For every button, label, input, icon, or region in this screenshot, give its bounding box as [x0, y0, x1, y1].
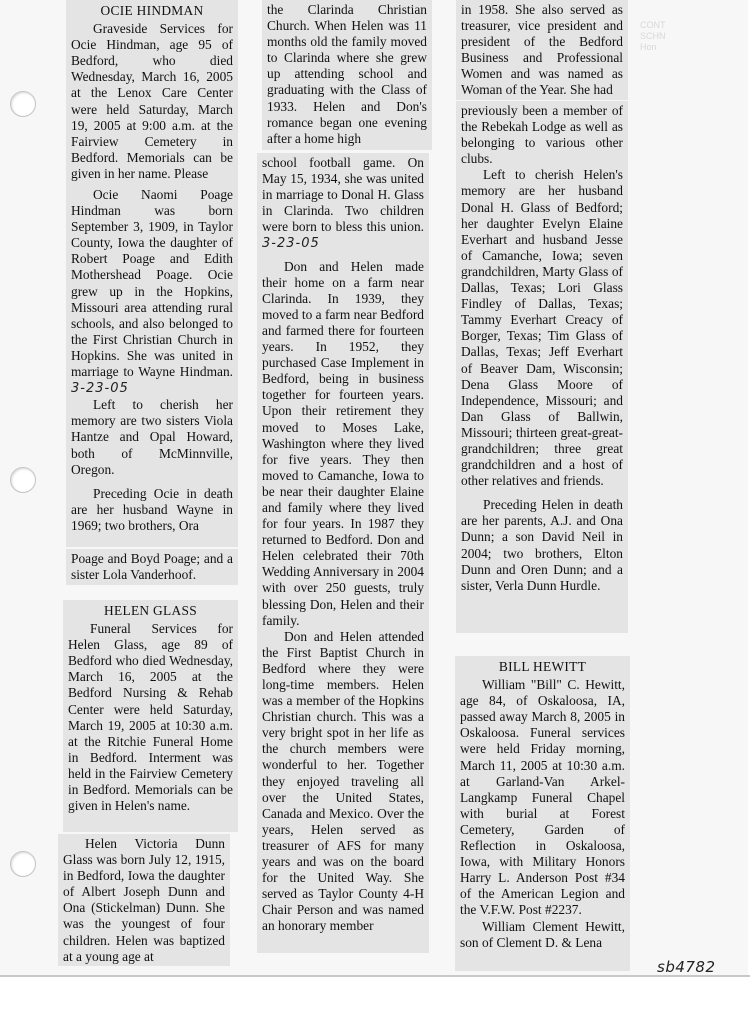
page-edge [0, 975, 750, 977]
obituary-paragraph: Don and Helen made their home on a farm near Clarinda. In 1939, they moved to a farm near Bedford and farmed there for fourteen years. In 1952, they purchased Case Implement in Bedford, being in business together for fourteen years. Upon their retirement they moved to Moses Lake, Washington where they lived for five years. They then moved to Camanche, Iowa to be near their daughter Elaine and family where they lived for four years. In 1987 they returned to Bedford. Don and Helen celebrated their 70th Wedding Anniversary in 2004 with over 250 guests, truly blessing Don, Helen and their family. [262, 258, 424, 628]
clipping-glass-6 [456, 101, 628, 633]
handwritten-date: 3-23-05 [71, 381, 129, 397]
clipping-glass-4 [257, 153, 429, 953]
obituary-paragraph: the Clarinda Christian Church. When Helen was 11 months old the family moved to Clarinda where she grew up attending school and graduating with the Class of 1933. Helen and Don's romance began one evening after a home high [267, 2, 427, 146]
obituary-text: school football game. On May 15, 1934, she was united in marriage to Donal H. Glass in Clarinda. Two children were born to bless this union. [262, 155, 424, 235]
obituary-paragraph [71, 187, 233, 397]
obituary-paragraph: Preceding Helen in death are her parents, A.J. and Ona Dunn; a son David Neil in 2004; two brothers, Elton Dunn and Oren Dunn; and a sister, Verla Dunn Hurdle. [461, 497, 623, 593]
obituary-paragraph: Poage and Boyd Poage; and a sister Lola Vanderhoof. [71, 551, 233, 583]
obituary-heading: BILL HEWITT [498, 659, 587, 674]
binder-hole-bottom [10, 851, 36, 877]
clipping-hindman-3 [66, 549, 238, 585]
obituary-paragraph: Graveside Services for Ocie Hindman, age 95 of Bedford, who died Wednesday, March 16, 2005 at the Lenox Care Center were held Saturday, March 19, 2005 at 9:00 a.m. at the Fairview Cemetery in Bedford. Memorials can be given in her name. Please [71, 21, 233, 181]
obituary-text: Ocie Naomi Poage Hindman was born September 3, 1909, in Taylor County, Iowa the daughter of Robert Poage and Edith Mothershead Poage. Ocie grew up in the Hopkins, Missouri area attending rural schools, and also belonged to the First Christian Church in Hopkins. She was united in marriage to Wayne Hindman. [71, 187, 233, 380]
handwritten-date: 3-23-05 [262, 236, 320, 252]
obituary-paragraph: William "Bill" C. Hewitt, age 84, of Oskaloosa, IA, passed away March 8, 2005 in Oskaloosa. Funeral services were held Friday morning, March 11, 2005 at 10:30 a.m. at Garland-Van Arkel-Langkamp Funeral Chapel with burial at Forest Cemetery, Garden of Reflection in Oskaloosa, Iowa, with Military Honors Harry L. Anderson Post #34 of the American Legion and the V.F.W. Post #2237. [460, 677, 625, 918]
obituary-paragraph: in 1958. She also served as treasurer, vice president and president of the Bedford Business and Professional Women and was named as Woman of the Year. She had [461, 2, 623, 98]
obituary-paragraph: Left to cherish Helen's memory are her husband Donal H. Glass of Bedford; her daughter Evelyn Elaine Everhart and husband Jesse of Camanche, Iowa; seven grandchildren, Marty Glass of Dallas, Texas; Lori Glass Findley of Dallas, Texas; Tammy Everhart Creacy of Borger, Texas; Tim Glass of Dallas, Texas; Jeff Everhart of Beaver Dam, Wisconsin; Dena Glass Moore of Independence, Missouri; and Dan Glass of Ballwin, Missouri; thirteen great-great-grandchildren; three great grandchildren and a host of other relatives and friends. [461, 167, 623, 489]
clipping-glass-5 [456, 0, 628, 100]
obituary-paragraph: Don and Helen attended the First Baptist Church in Bedford where they were long-time members. Helen was a member of the Hopkins Christian church. This was a very bright spot in her life as the church members were wonderful to her. Together they enjoyed traveling all over the United States, Canada and Mexico. Over the years, Helen served as treasurer of AFS for many years and was on the board for the United Way. She served as Taylor County 4-H Chair Person and was named an honorary member [262, 628, 424, 934]
obituary-paragraph: Funeral Services for Helen Glass, age 89 of Bedford who died Wednesday, March 16, 2005 at the Bedford Nursing & Rehab Center were held Saturday, March 19, 2005 at 10:30 a.m. at the Ritchie Funeral Home in Bedford. Interment was held in the Fairview Cemetery in Bedford. Memorials can be given in Helen's name. [68, 621, 233, 814]
archive-stamp: sb4782 [657, 958, 716, 976]
obituary-paragraph: previously been a member of the Rebekah Lodge as well as belonging to various other clubs. [461, 103, 623, 167]
obituary-heading: OCIE HINDMAN [100, 3, 204, 18]
clipping-glass-1 [63, 600, 238, 832]
show-through-text: CONT SCHN Hon [640, 20, 666, 52]
obituary-paragraph: Preceding Ocie in death are her husband Wayne in 1969; two brothers, Ora [71, 485, 233, 533]
clipping-glass-2 [58, 834, 230, 966]
obituary-heading: HELEN GLASS [104, 603, 197, 618]
obituary-paragraph: Left to cherish her memory are two sisters Viola Hantze and Opal Howard, both of McMinnville, Oregon. [71, 397, 233, 477]
clipping-hindman-2 [66, 185, 238, 547]
obituary-paragraph: Helen Victoria Dunn Glass was born July 12, 1915, in Bedford, Iowa the daughter of Albert Joseph Dunn and Ona (Stickelman) Dunn. She was the youngest of four children. Helen was baptized at a young age at [63, 836, 225, 964]
binder-hole-top [10, 91, 36, 117]
clipping-hewitt [455, 656, 630, 971]
obituary-paragraph [262, 155, 424, 253]
obituary-paragraph: William Clement Hewitt, son of Clement D. & Lena [460, 918, 625, 950]
clipping-hindman-1 [66, 0, 238, 185]
binder-hole-middle [10, 467, 36, 493]
clipping-glass-3 [262, 0, 432, 150]
